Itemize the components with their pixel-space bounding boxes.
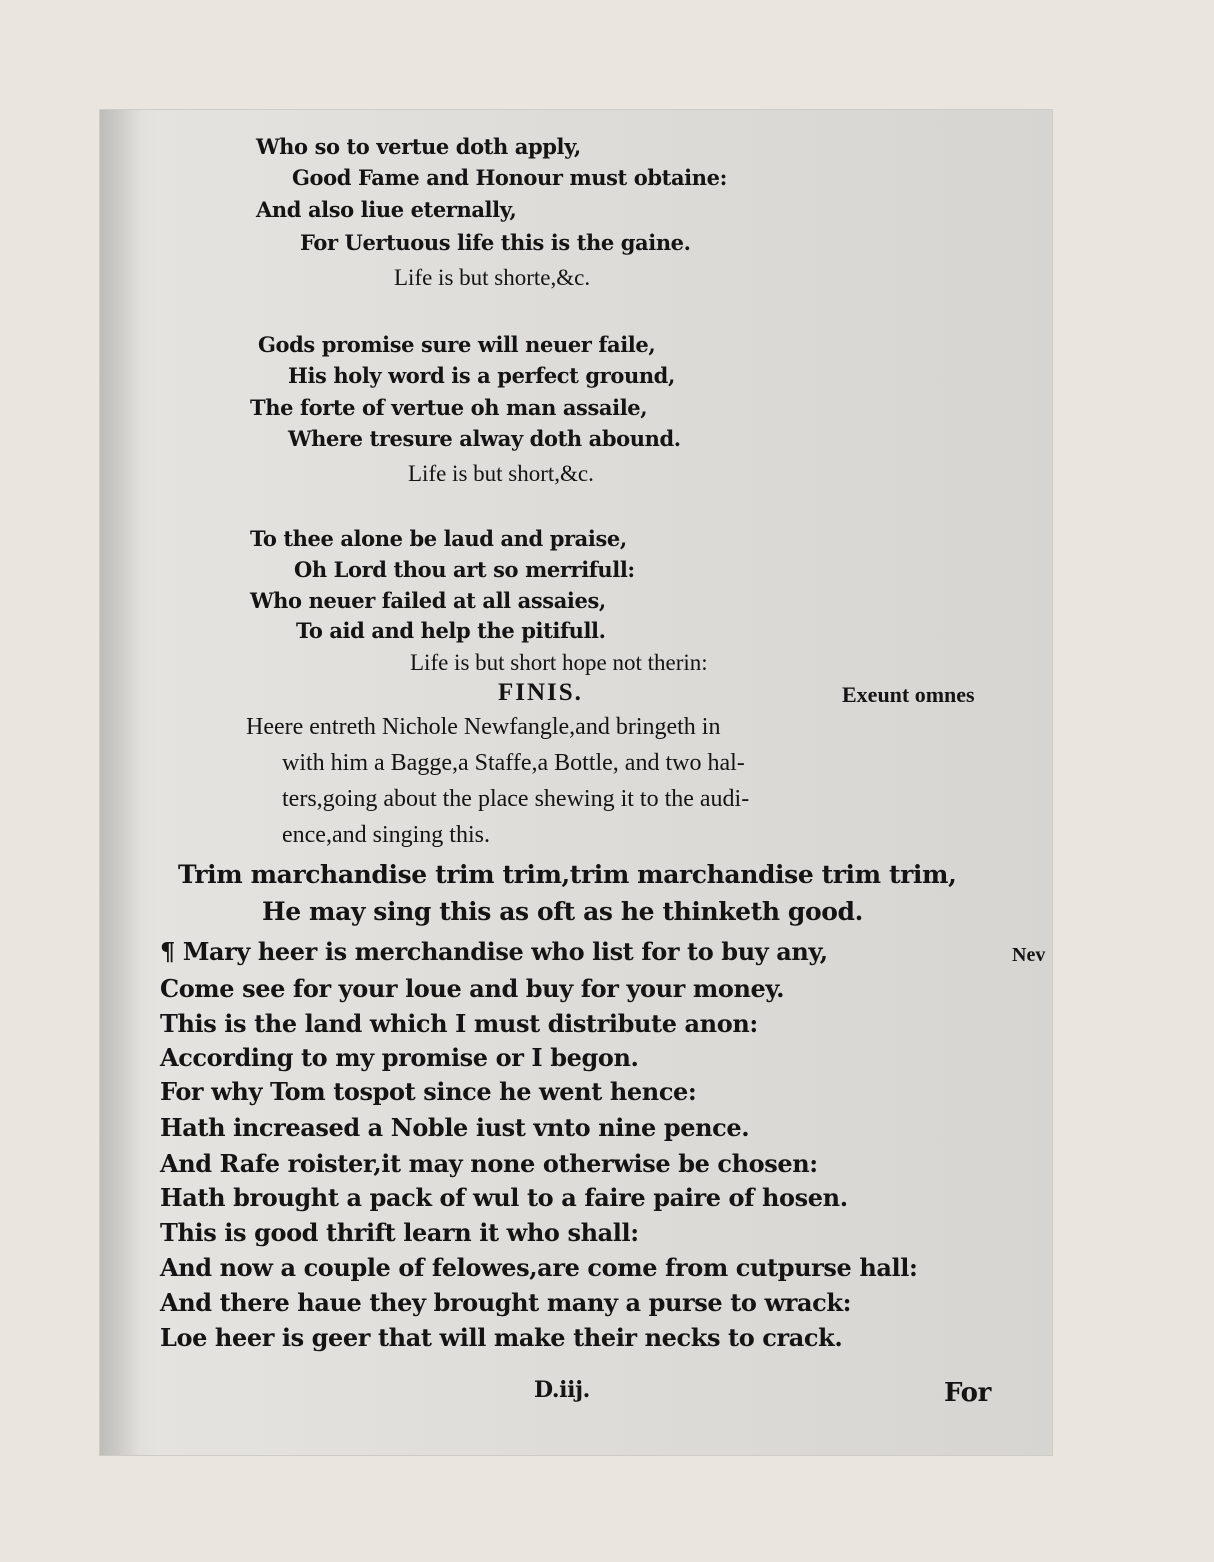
verse-3-refrain: Life is but short hope not therin:	[410, 650, 708, 675]
speech-line-9: This is good thrift learn it who shall:	[160, 1218, 639, 1247]
signature-mark: D.iij.	[534, 1377, 590, 1403]
verse-1-line-3: And also liue eternally,	[256, 197, 517, 222]
stage-direction-line-2: with him a Bagge,a Staffe,a Bottle, and two hal-	[282, 750, 745, 776]
binding-shadow	[100, 110, 140, 1455]
speech-line-12: Loe heer is geer that will make their necks to crack.	[160, 1323, 843, 1352]
verse-2-line-2: His holy word is a perfect ground,	[288, 363, 675, 388]
stage-direction-line-1: Heere entreth Nichole Newfangle,and bringeth in	[246, 714, 721, 740]
speech-line-8: Hath brought a pack of wul to a faire paire of hosen.	[160, 1183, 848, 1212]
speech-line-6: Hath increased a Noble iust vnto nine pence.	[160, 1113, 750, 1142]
song-line: Trim marchandise trim trim,trim marchandise trim trim,	[178, 860, 957, 889]
speaker-label: Nev	[1012, 944, 1046, 966]
song-direction: He may sing this as oft as he thinketh good.	[262, 897, 863, 926]
speech-line-5: For why Tom tospot since he went hence:	[160, 1077, 697, 1106]
verse-1-line-4: For Uertuous life this is the gaine.	[300, 230, 691, 255]
verse-2-line-1: Gods promise sure will neuer faile,	[258, 332, 656, 357]
verse-2-line-4: Where tresure alway doth abound.	[288, 426, 681, 451]
verse-3-line-1: To thee alone be laud and praise,	[250, 526, 627, 551]
verse-2-line-3: The forte of vertue oh man assaile,	[250, 395, 648, 420]
verse-1-refrain: Life is but shorte,&c.	[394, 265, 591, 290]
verse-1-line-1: Who so to vertue doth apply,	[256, 134, 581, 159]
verse-3-line-4: To aid and help the pitifull.	[296, 618, 606, 643]
speech-line-3: This is the land which I must distribute anon:	[160, 1009, 758, 1038]
finis-heading: FINIS.	[498, 679, 583, 706]
verse-3-line-3: Who neuer failed at all assaies,	[250, 588, 606, 613]
speech-line-7: And Rafe roister,it may none otherwise be chosen:	[160, 1149, 818, 1178]
stage-direction-line-4: ence,and singing this.	[282, 822, 490, 848]
verse-2-refrain: Life is but short,&c.	[408, 461, 594, 486]
verse-3-line-2: Oh Lord thou art so merrifull:	[294, 557, 635, 582]
speech-line-4: According to my promise or I begon.	[160, 1043, 639, 1072]
speech-line-2: Come see for your loue and buy for your money.	[160, 974, 785, 1003]
speech-line-10: And now a couple of felowes,are come from cutpurse hall:	[160, 1253, 918, 1282]
catchword: For	[944, 1378, 991, 1408]
verse-1-line-2: Good Fame and Honour must obtaine:	[292, 165, 727, 190]
stage-direction-line-3: ters,going about the place shewing it to the audi-	[282, 786, 750, 812]
exeunt-note: Exeunt omnes	[842, 682, 975, 707]
speech-line-11: And there haue they brought many a purse to wrack:	[160, 1288, 852, 1317]
speech-line-1: ¶ Mary heer is merchandise who list for to buy any,	[160, 937, 828, 966]
